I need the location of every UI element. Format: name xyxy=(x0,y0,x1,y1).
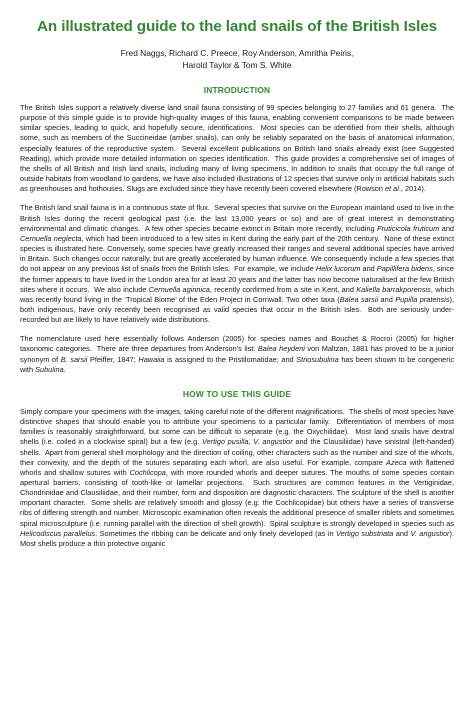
section-heading-how-to-use: HOW TO USE THIS GUIDE xyxy=(182,388,292,399)
section-heading-introduction: INTRODUCTION xyxy=(203,85,271,95)
intro-paragraph: The British Isles support a relatively diverse land snail fauna consisting of 99 species belonging to 27 families and 61 genera. The purpose of this simple guide is to provide high-quality images of this fauna, enabling convenient comparisons to be made between similar species, leading to quick, and hopefully secure, identifications. Most species can be identified from their shells, although some, such as members of the Succineidae (amber snails), can only be reliably separated on the basis of anatomical information, especially features of the reproductive system. Several excellent publications on British land snails already exist (see Suggested Reading), which provide more detailed information on species identification. This guide provides a comprehensive set of images of the shells of all British and Irish land snails, including many of living specimens. In addition to snails that occupy the full range of outside habitats from woodland to gardens, we have also included illustrations of 12 species that survive only in artificial habitats such as greenhouses and hothouses. Slugs are excluded since they have recently been covered elsewhere (Rowson et al., 2014). xyxy=(20,103,454,194)
author-list xyxy=(20,47,454,71)
intro-paragraph: The nomenclature used here essentially follows Anderson (2005) for species names and Bouchet & Rocroi (2005) for higher taxonomic categories. There are three departures from Anderson’s list: Balea heydeni von Maltzan, 1881 has proved to be a junior synonym of B. sarsii Pfeiffer, 1847; Hawaiia is assigned to the Pristilomatidae; and Striosubulina has been shown to be congeneric with Subulina. xyxy=(20,334,455,374)
author-line: Fred Naggs, Richard C. Preece, Roy Anderson, Amritha Peiris, xyxy=(120,48,354,58)
how-to-use-paragraph: Simply compare your specimens with the images, taking careful note of the different magnifications. The shells of most species have distinctive shapes that should enable you to attribute your specimens to a particular family. Differentiation of members of most families is reasonably straightforward, but some can be difficult to separate (e.g. the Oxychilidae). Most land snails have dextral shells (i.e. coiled in a clockwise spiral) but a few (e.g. Vertigo pusilla, V. angustior and the Clausiliidae) have sinistral (left-handed) shells. Apart from general shell morphology and the direction of coiling, other characters such as the number and size of the whorls, their convexity, and the depth of the sutures separating each whorl, are also useful. For example, compare Azeca with flattened whorls and shallow sutures with Cochlicopa, with more rounded whorls and deeper sutures. The mouths of some species contain apertural barriers, consisting of tooth-like or lamellar projections. Such structures are common features in the Vertiginidae, Chondrinidae and Clausiliidae, and their number, form and disposition are diagnostic characters. The sculpture of the shell is another important character. Some shells are relatively smooth and glossy (e.g. the Cochlicopidae) but others have a series of transverse ribs of differing strength and number. Microscopic examination often reveals the additional presence of smaller riblets and sometimes spiral microsculpture (i.e. running parallel with the direction of shell growth). Spiral sculpture is strongly developed in species such as Helicodiscus parallelus. Sometimes the ribbing can be delicate and only finely developed (as in Vertigo substriata and V. angustior). Most shells produce a thin protective organic xyxy=(20,406,454,548)
intro-paragraph: The British land snail fauna is in a continuous state of flux. Several species that survive on the European mainland used to live in the British Isles during the recent geological past (i.e. the last 13,000 years or so) and are of great interest in demonstrating environmental and climatic changes. A few other species became extinct in Britain more recently, including Fruticicola fruticum and Cernuella neglecta, which had been introduced to a few sites in Kent during the early part of the 20th century. None of these extinct species is illustrated here. Conversely, some species have greatly increased their ranges and several additional species have arrived in Britain. Such changes occur naturally, but are greatly accelerated by human influence. We consequently include a few species that do not appear on any previous list of snails from the British Isles. For example, we include Helix lucorum and Papillifera bidens, since the former appears to have lived in the London area for at least 20 years and the latter has now become naturalised at the few British sites where it occurs. We also include Cernuella aginnica, recently confirmed from a site in Kent, and Kaliella barrakporensis, which was recently found living in the ‘Tropical Biome’ of the Eden Project in Cornwall. Two other taxa (Balea sarsii and Pupilla pratensis), both indigenous, have only recently been recognised as valid species that occur in the British Isles. Both are seriously under-recorded but are likely to have relatively wide distributions. xyxy=(20,203,455,325)
author-line: Harold Taylor & Tom S. White xyxy=(182,60,292,70)
page-title: An illustrated guide to the land snails of the British Isles xyxy=(37,18,437,35)
